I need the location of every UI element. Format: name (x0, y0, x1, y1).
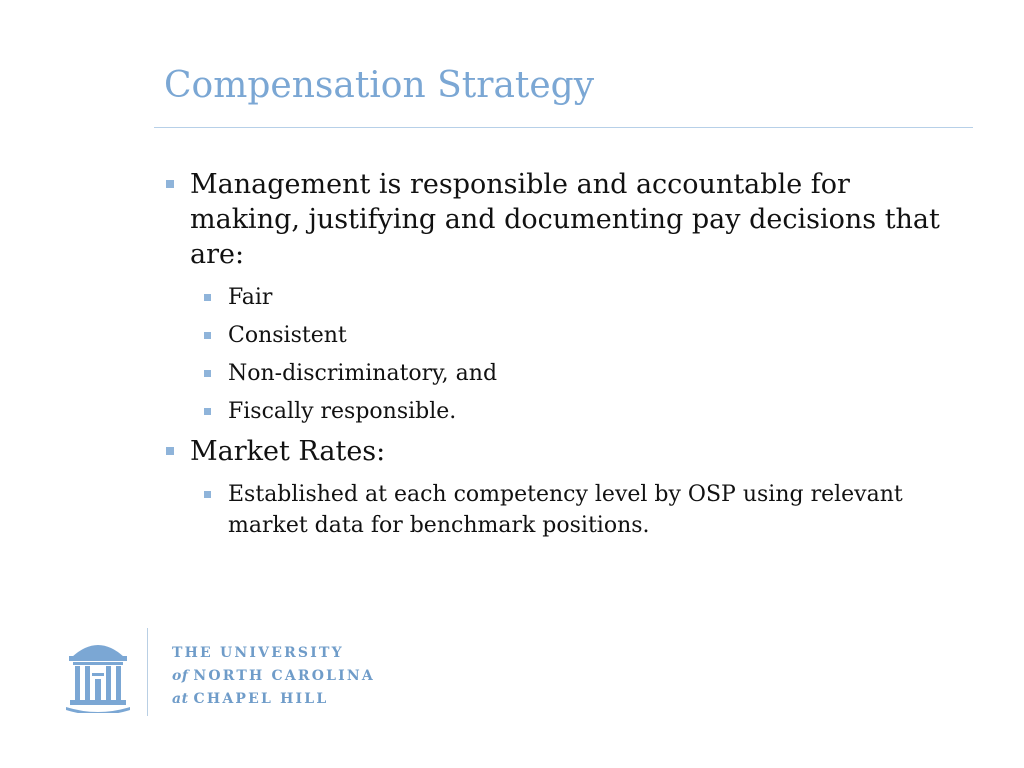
square-bullet-icon (166, 180, 174, 188)
sub-bullet-item (202, 358, 944, 389)
logo-divider (147, 628, 148, 716)
square-bullet-icon (204, 370, 211, 377)
bullet-text: Market Rates: (190, 436, 386, 467)
sub-bullet-item (202, 282, 944, 313)
bullet-item (164, 167, 944, 272)
sub-bullet-text: Consistent (228, 323, 347, 348)
square-bullet-icon (204, 332, 211, 339)
sub-bullet-text: Fiscally responsible. (228, 399, 457, 424)
logo-line-2: of NORTH CAROLINA (172, 668, 375, 684)
sub-bullet-list (202, 282, 944, 427)
sub-bullet-list (202, 479, 944, 541)
logo-wordmark (172, 642, 375, 711)
old-well-icon (66, 635, 130, 713)
sub-bullet-text: Non-discriminatory, and (228, 361, 498, 386)
logo-line-1: THE UNIVERSITY (172, 645, 344, 661)
square-bullet-icon (204, 491, 211, 498)
sub-bullet-item (202, 479, 944, 541)
slide-title: Compensation Strategy (164, 65, 595, 106)
unc-logo (60, 628, 390, 720)
sub-bullet-text: Fair (228, 285, 273, 310)
slide-body (164, 167, 944, 548)
square-bullet-icon (204, 408, 211, 415)
square-bullet-icon (166, 447, 174, 455)
title-divider (154, 127, 973, 128)
sub-bullet-text: Established at each competency level by OSP using relevant market data for benchmark positions. (228, 482, 903, 538)
square-bullet-icon (204, 294, 211, 301)
sub-bullet-item (202, 396, 944, 427)
sub-bullet-item (202, 320, 944, 351)
bullet-text: Management is responsible and accountable for making, justifying and documenting pay decisions that are: (190, 169, 940, 270)
bullet-item (164, 434, 944, 469)
logo-line-3: at CHAPEL HILL (172, 691, 329, 707)
